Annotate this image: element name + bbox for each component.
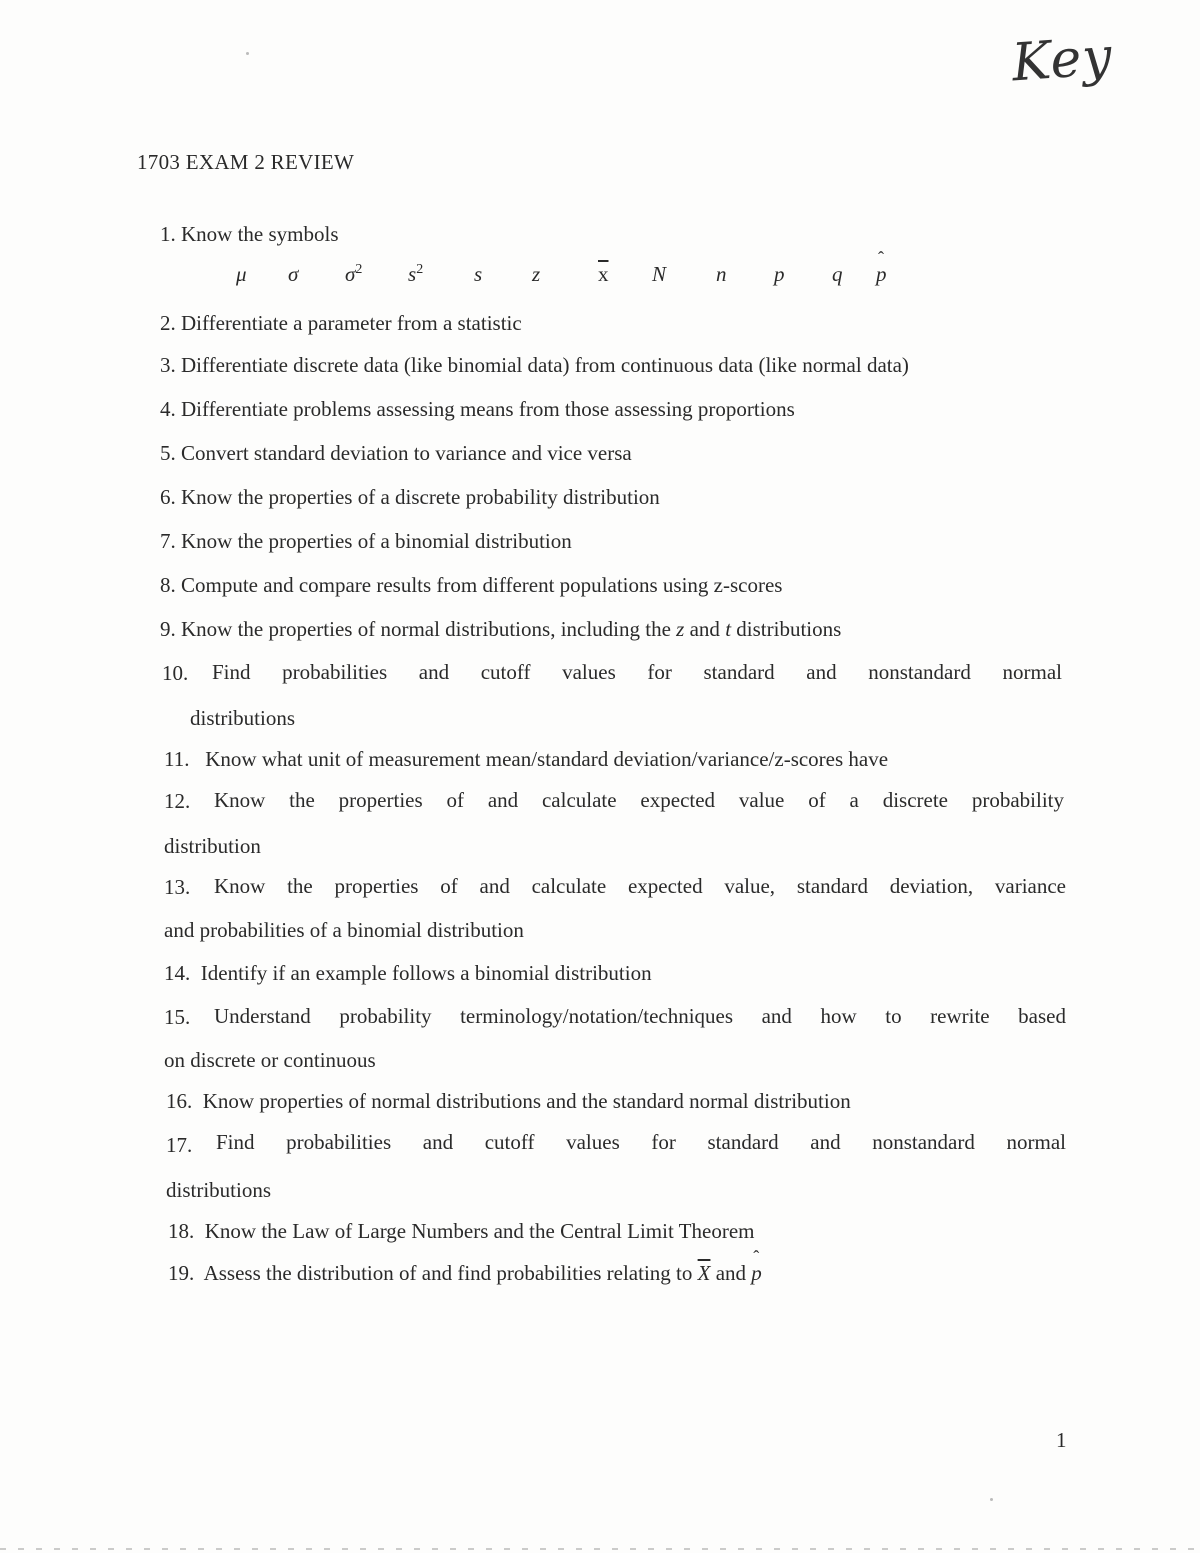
symbol-s-squared: $s^2$ <box>408 262 424 286</box>
symbol-s: s <box>474 262 483 286</box>
scan-edge <box>0 1548 1200 1550</box>
list-item: 5. Convert standard deviation to variance and vice versa <box>160 441 632 465</box>
list-item <box>160 221 339 247</box>
item-number: 1. <box>160 222 176 246</box>
symbol-sigma: σ <box>288 262 299 286</box>
list-item: 6. Know the properties of a discrete probability distribution <box>160 485 660 509</box>
list-item-number: 10. <box>162 661 189 685</box>
list-item-number: 13. <box>164 875 191 899</box>
x-bar-symbol: $\overline{X}$ <box>697 1261 711 1285</box>
list-item-continuation: on discrete or continuous <box>164 1048 376 1072</box>
list-item-number: 17. <box>166 1133 193 1157</box>
list-item-continuation: distributions <box>166 1178 272 1202</box>
scan-speck <box>990 1498 993 1501</box>
symbol-p: p <box>774 262 785 286</box>
p-hat-symbol: ˆ p <box>751 1260 762 1286</box>
list-item-number: 15. <box>164 1005 191 1029</box>
list-item: 4. Differentiate problems assessing means from those assessing proportions <box>160 397 795 421</box>
list-item: 18. Know the Law of Large Numbers and the Central Limit Theorem <box>168 1219 755 1243</box>
handwritten-key-note: Key <box>1010 26 1115 94</box>
list-item: 7. Know the properties of a binomial distribution <box>160 529 572 553</box>
symbol-list <box>228 262 908 287</box>
list-item-text: Find probabilities and cutoff values for standard and nonstandard normal <box>216 1130 1066 1154</box>
symbol-q: q <box>832 262 843 286</box>
page-title: 1703 EXAM 2 REVIEW <box>137 150 355 174</box>
scan-speck <box>246 52 249 55</box>
list-item: 2. Differentiate a parameter from a statistic <box>160 311 522 335</box>
symbol-z: z <box>532 262 541 286</box>
list-item: 8. Compute and compare results from different populations using z-scores <box>160 573 783 597</box>
symbol-x-bar: $\overline{x}$ <box>598 262 609 286</box>
list-item-text: Find probabilities and cutoff values for standard and nonstandard normal <box>212 660 1062 684</box>
list-item-text: Know the properties of and calculate expected value, standard deviation, variance <box>214 874 1066 898</box>
item-text: Know the symbols <box>181 222 339 246</box>
list-item: 3. Differentiate discrete data (like binomial data) from continuous data (like normal data) <box>160 353 909 377</box>
list-item-continuation: and probabilities of a binomial distribution <box>164 918 524 942</box>
symbol-mu: μ <box>236 262 247 286</box>
list-item: 16. Know properties of normal distributions and the standard normal distribution <box>166 1089 851 1113</box>
list-item-number: 12. <box>164 789 191 813</box>
list-item: 11. Know what unit of measurement mean/standard deviation/variance/z-scores have <box>164 747 889 771</box>
list-item: 19. Assess the distribution of and find probabilities relating to $\overline{X}$ and ˆ p <box>168 1260 762 1286</box>
list-item-continuation: distribution <box>164 834 261 858</box>
list-item-continuation: distributions <box>190 706 296 730</box>
list-item-text: Know the properties of and calculate expected value of a discrete probability <box>214 788 1064 812</box>
list-item: 9. Know the properties of normal distributions, including the z and t distributions <box>160 617 842 641</box>
symbol-sigma-squared: $\sigma^2$ <box>345 262 363 286</box>
page-number: 1 <box>1056 1428 1067 1452</box>
list-item-text: Understand probability terminology/notation/techniques and how to rewrite based <box>214 1004 1066 1028</box>
symbol-capital-n: N <box>652 262 667 286</box>
symbol-n: n <box>716 262 727 286</box>
list-item: 14. Identify if an example follows a binomial distribution <box>164 961 652 985</box>
symbol-p-hat: ˆ p <box>876 262 887 287</box>
